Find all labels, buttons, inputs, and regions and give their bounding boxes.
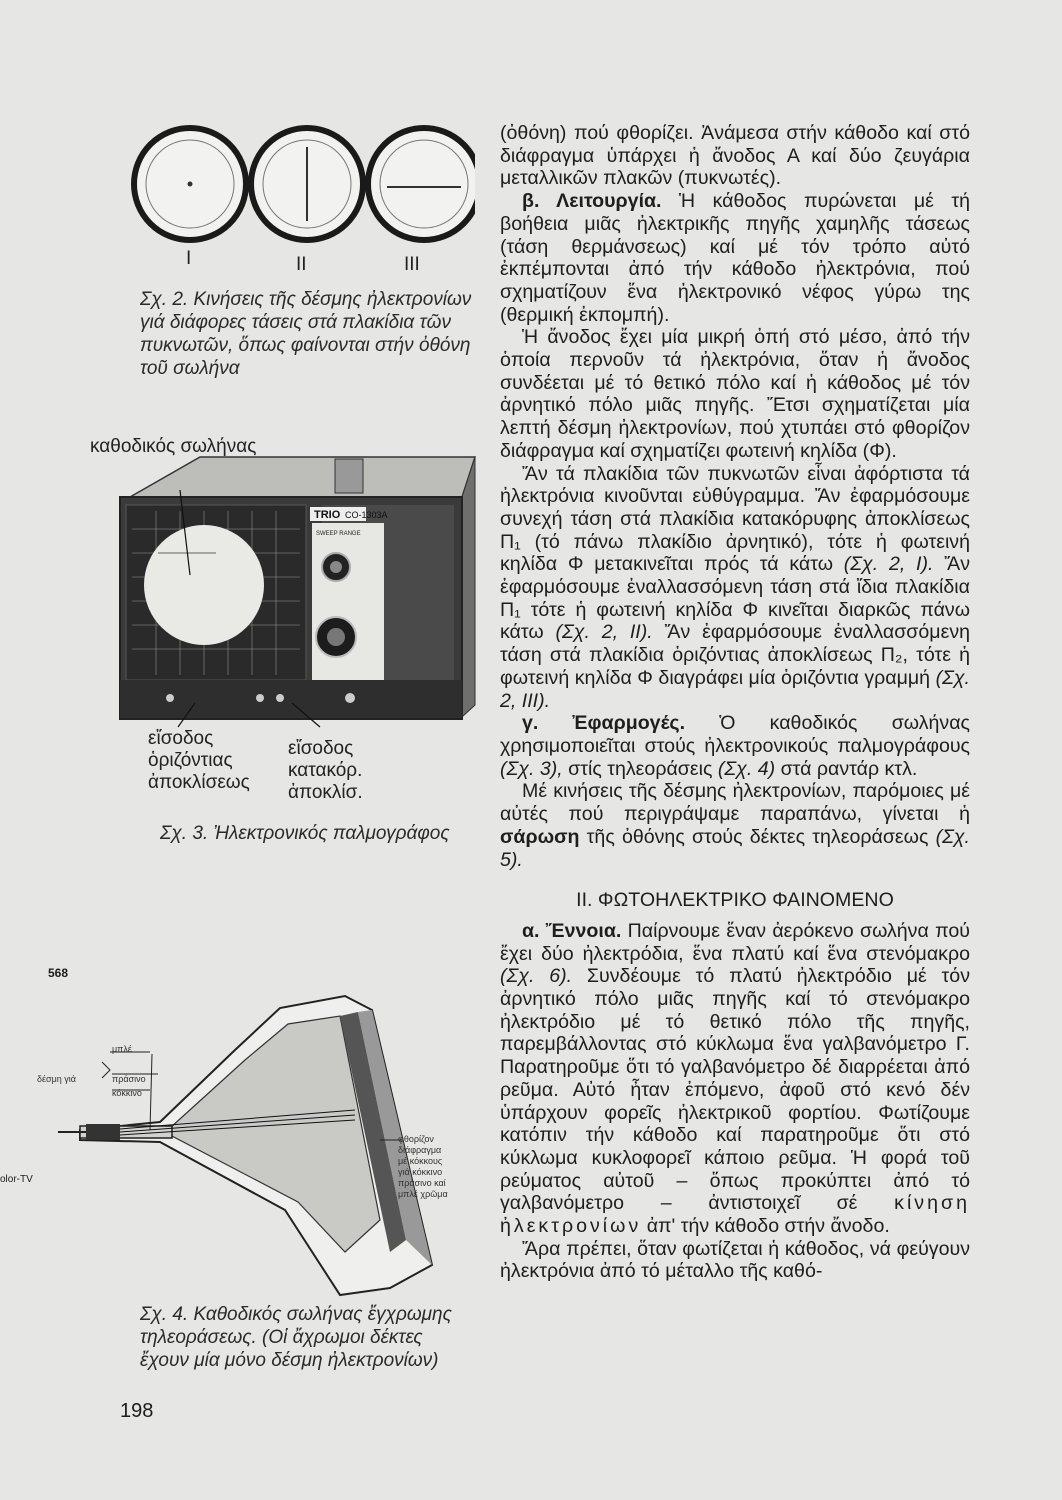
model-text: CO-1303A (345, 510, 388, 520)
tube-label: καθοδικός σωλήνας (90, 436, 257, 457)
fig2-caption: Σχ. 2. Κινήσεις τῆς δέσμης ἠλεκτρονίων γιά διάφορες τάσεις στά πλακίδια τῶν πυκνωτῶν, ὅπως φαίνονται στήν ὀθόνη τοῦ σωλήνα (140, 289, 472, 379)
screen-ii (251, 128, 363, 240)
sweep-plate (312, 523, 384, 693)
para-8: Ἄρα πρέπει, ὅταν φωτίζεται ἡ κάθοδος, νά φεύγουν ἠλεκτρόνια ἀπό τό μέταλλο τῆς καθό- (500, 1237, 970, 1283)
beam-label: δέσμη γιά (37, 1074, 76, 1084)
beam-color-red: κόκκινο (112, 1088, 142, 1098)
vertical-input-label: εἴσοδος κατακόρ. ἀποκλίσ. (288, 738, 363, 803)
para-7: α. Ἔννοια. Παίρνουμε ἕναν ἀερόκενο σωλήνα πού ἔχει δύο ἠλεκτρόδια, ἕνα πλατύ καί ἕνα στενόμακρο (Σχ. 6). Συνδέουμε τό πλατύ ἠλεκτρόδιο μέ τόν ἀρνητικό πόλο μιᾶς πηγῆς καί τό στενόμακρο ἠλεκτρόδιο μέ τό θετικό πόλο τῆς πηγῆς, παρεμβάλλοντας στό κύκλωμα ἕνα γαλβανόμετρο Γ. Παρατηροῦμε ὅτι τό γαλβανόμετρο δέ διαρρέεται ἀπό ρεῦμα. Αὐτό ἦταν ἐπόμενο, ἀφοῦ στό κενό δέν ὑπάρχουν φορεῖς ἠλεκτρικοῦ φορτίου. Φωτίζουμε κατόπιν τήν κάθοδο καί παρατηροῦμε ὅτι στό κύκλωμα κυκλοφορεῖ κάποιο ρεῦμα. Ἡ φορά τοῦ ρεύματος αὐτοῦ – ὅπως προκύπτει ἀπό τό γαλβανόμετρο – ἀντιστοιχεῖ σέ κίνηση ἠλεκτρονίων ἀπ' τήν κάθοδο στήν ἄνοδο. (500, 919, 970, 1238)
fig4-caption: Σχ. 4. Καθοδικός σωλήνας ἔγχρωμης τηλεοράσεως. (Οἱ ἄχρωμοι δέκτες ἔχουν μία μόνο δέσμη ἠλεκτρονίων) (140, 1304, 452, 1371)
para-6: Μέ κινήσεις τῆς δέσμης ἠλεκτρονίων, παρόμοιες μέ αὐτές πού περιγράψαμε παραπάνω, γίνεται ἡ σάρωση τῆς ὀθόνης στούς δέκτες τηλεοράσεως (Σχ. 5). (500, 780, 970, 871)
beam-color-green: πράσινο (112, 1074, 146, 1084)
fig2-label-ii: II (296, 254, 307, 275)
page-mark: 568 (48, 966, 69, 980)
spot-dot (188, 182, 193, 187)
cabinet-side (462, 457, 475, 717)
fig2-label-i: I (186, 248, 192, 269)
para-3: Ἡ ἄνοδος ἔχει μία μικρή ὀπή στό μέσο, ἀπό τήν ὁποία περνοῦν τά ἠλεκτρόνια, ὅταν ἡ ἄνοδος συνδέεται μέ τό θετικό πόλο καί ἡ κάθοδος μέ τόν ἀρνητικό πόλο μιᾶς πηγῆς. Ἔτσι σχηματίζεται μία λεπτή δέσμη ἠλεκτρονίων, πού χτυπάει στό φθορίζον διάφραγμα καί σχηματίζει φωτεινή κηλίδα (Φ). (500, 326, 970, 462)
horizontal-input-label: εἴσοδος ὁριζόντιας ἀποκλίσεως (148, 728, 250, 793)
para-2: β. Λειτουργία. Ἡ κάθοδος πυρώνεται μέ τή βοήθεια μιᾶς ἠλεκτρικῆς πηγῆς χαμηλῆς τάσεως (τάση θερμάνσεως) καί μέ τόν τρόπο αὐτό ἐκπέμπονται ἀπό τήν κάθοδο ἠλεκτρόνια, πού σχηματίζουν ἕνα ἠλεκτρονικό νέφος γύρω της (θερμική ἐκπομπή). (500, 190, 970, 326)
screen-iii (368, 128, 475, 240)
brand-text: TRIO (314, 509, 341, 521)
fig3-caption: Σχ. 3. Ἠλεκτρονικός παλμογράφος (160, 823, 450, 844)
section-heading: II. ΦΩΤΟΗΛΕΚΤΡΙΚΟ ΦΑΙΝΟΜΕΝΟ (576, 889, 894, 912)
cabinet-top (130, 457, 475, 497)
body-text (500, 122, 970, 1283)
fig2-label-iii: III (404, 254, 420, 275)
edge-text: olor-TV (0, 1174, 33, 1185)
para-4: Ἄν τά πλακίδια τῶν πυκνωτῶν εἶναι ἀφόρτιστα τά ἠλεκτρόνια κινοῦνται εὐθύγραμμα. Ἄν ἐφαρμόσουμε συνεχή τάση στά πλακίδια κατακόρυφης ἀποκλίσεως Π₁ (τό πάνω πλακίδιο ἀρνητικό), τότε ἡ φωτεινή κηλίδα Φ μετακινεῖται πρός τά κάτω (Σχ. 2, I). Ἄν ἐφαρμόσουμε ἐναλλασσόμενη τάση στά ἴδια πλακίδια Π₁ τότε ἡ φωτεινή κηλίδα Φ κινεῖται διαρκῶς πάνω κάτω (Σχ. 2, II). Ἄν ἐφαρμόσουμε ἐναλλασσόμενη τάση στά πλακίδια ὁριζόντιας ἀποκλίσεως Π₂, τότε ἡ φωτεινή κηλίδα Φ διαγράφει μία ὁριζόντια γραμμή (Σχ. 2, III). (500, 462, 971, 712)
screen-glow (144, 525, 264, 645)
screen-label: φθορίζον διάφραγμα μέ κόκκους γιά κόκκινο πράσινο καί μπλέ χρῶμα (398, 1134, 448, 1199)
sweep-label: SWEEP RANGE (316, 531, 361, 537)
electron-gun (86, 1124, 120, 1140)
beam-pointer (150, 1054, 152, 1130)
figure-3-oscilloscope (110, 455, 480, 730)
page-number: 198 (120, 1400, 154, 1422)
para-5: γ. Ἐφαρμογές. Ὁ καθοδικός σωλήνας χρησιμοποιεῖται στούς ἠλεκτρονικούς παλμογράφους (Σχ. 3), στίς τηλεοράσεις (Σχ. 4) στά ραντάρ κτλ. (500, 712, 970, 780)
para-1: (ὀθόνη) πού φθορίζει. Ἀνάμεσα στήν κάθοδο καί στό διάφραγμα ὑπάρχει ἡ ἄνοδος Α καί δύο ζευγάρια μεταλλικῶν πλακῶν (πυκνωτές). (500, 122, 970, 190)
figure-2-screens (130, 125, 475, 255)
beam-color-blue: μπλέ (112, 1044, 132, 1054)
screen-i (134, 128, 246, 240)
handle (335, 459, 363, 493)
